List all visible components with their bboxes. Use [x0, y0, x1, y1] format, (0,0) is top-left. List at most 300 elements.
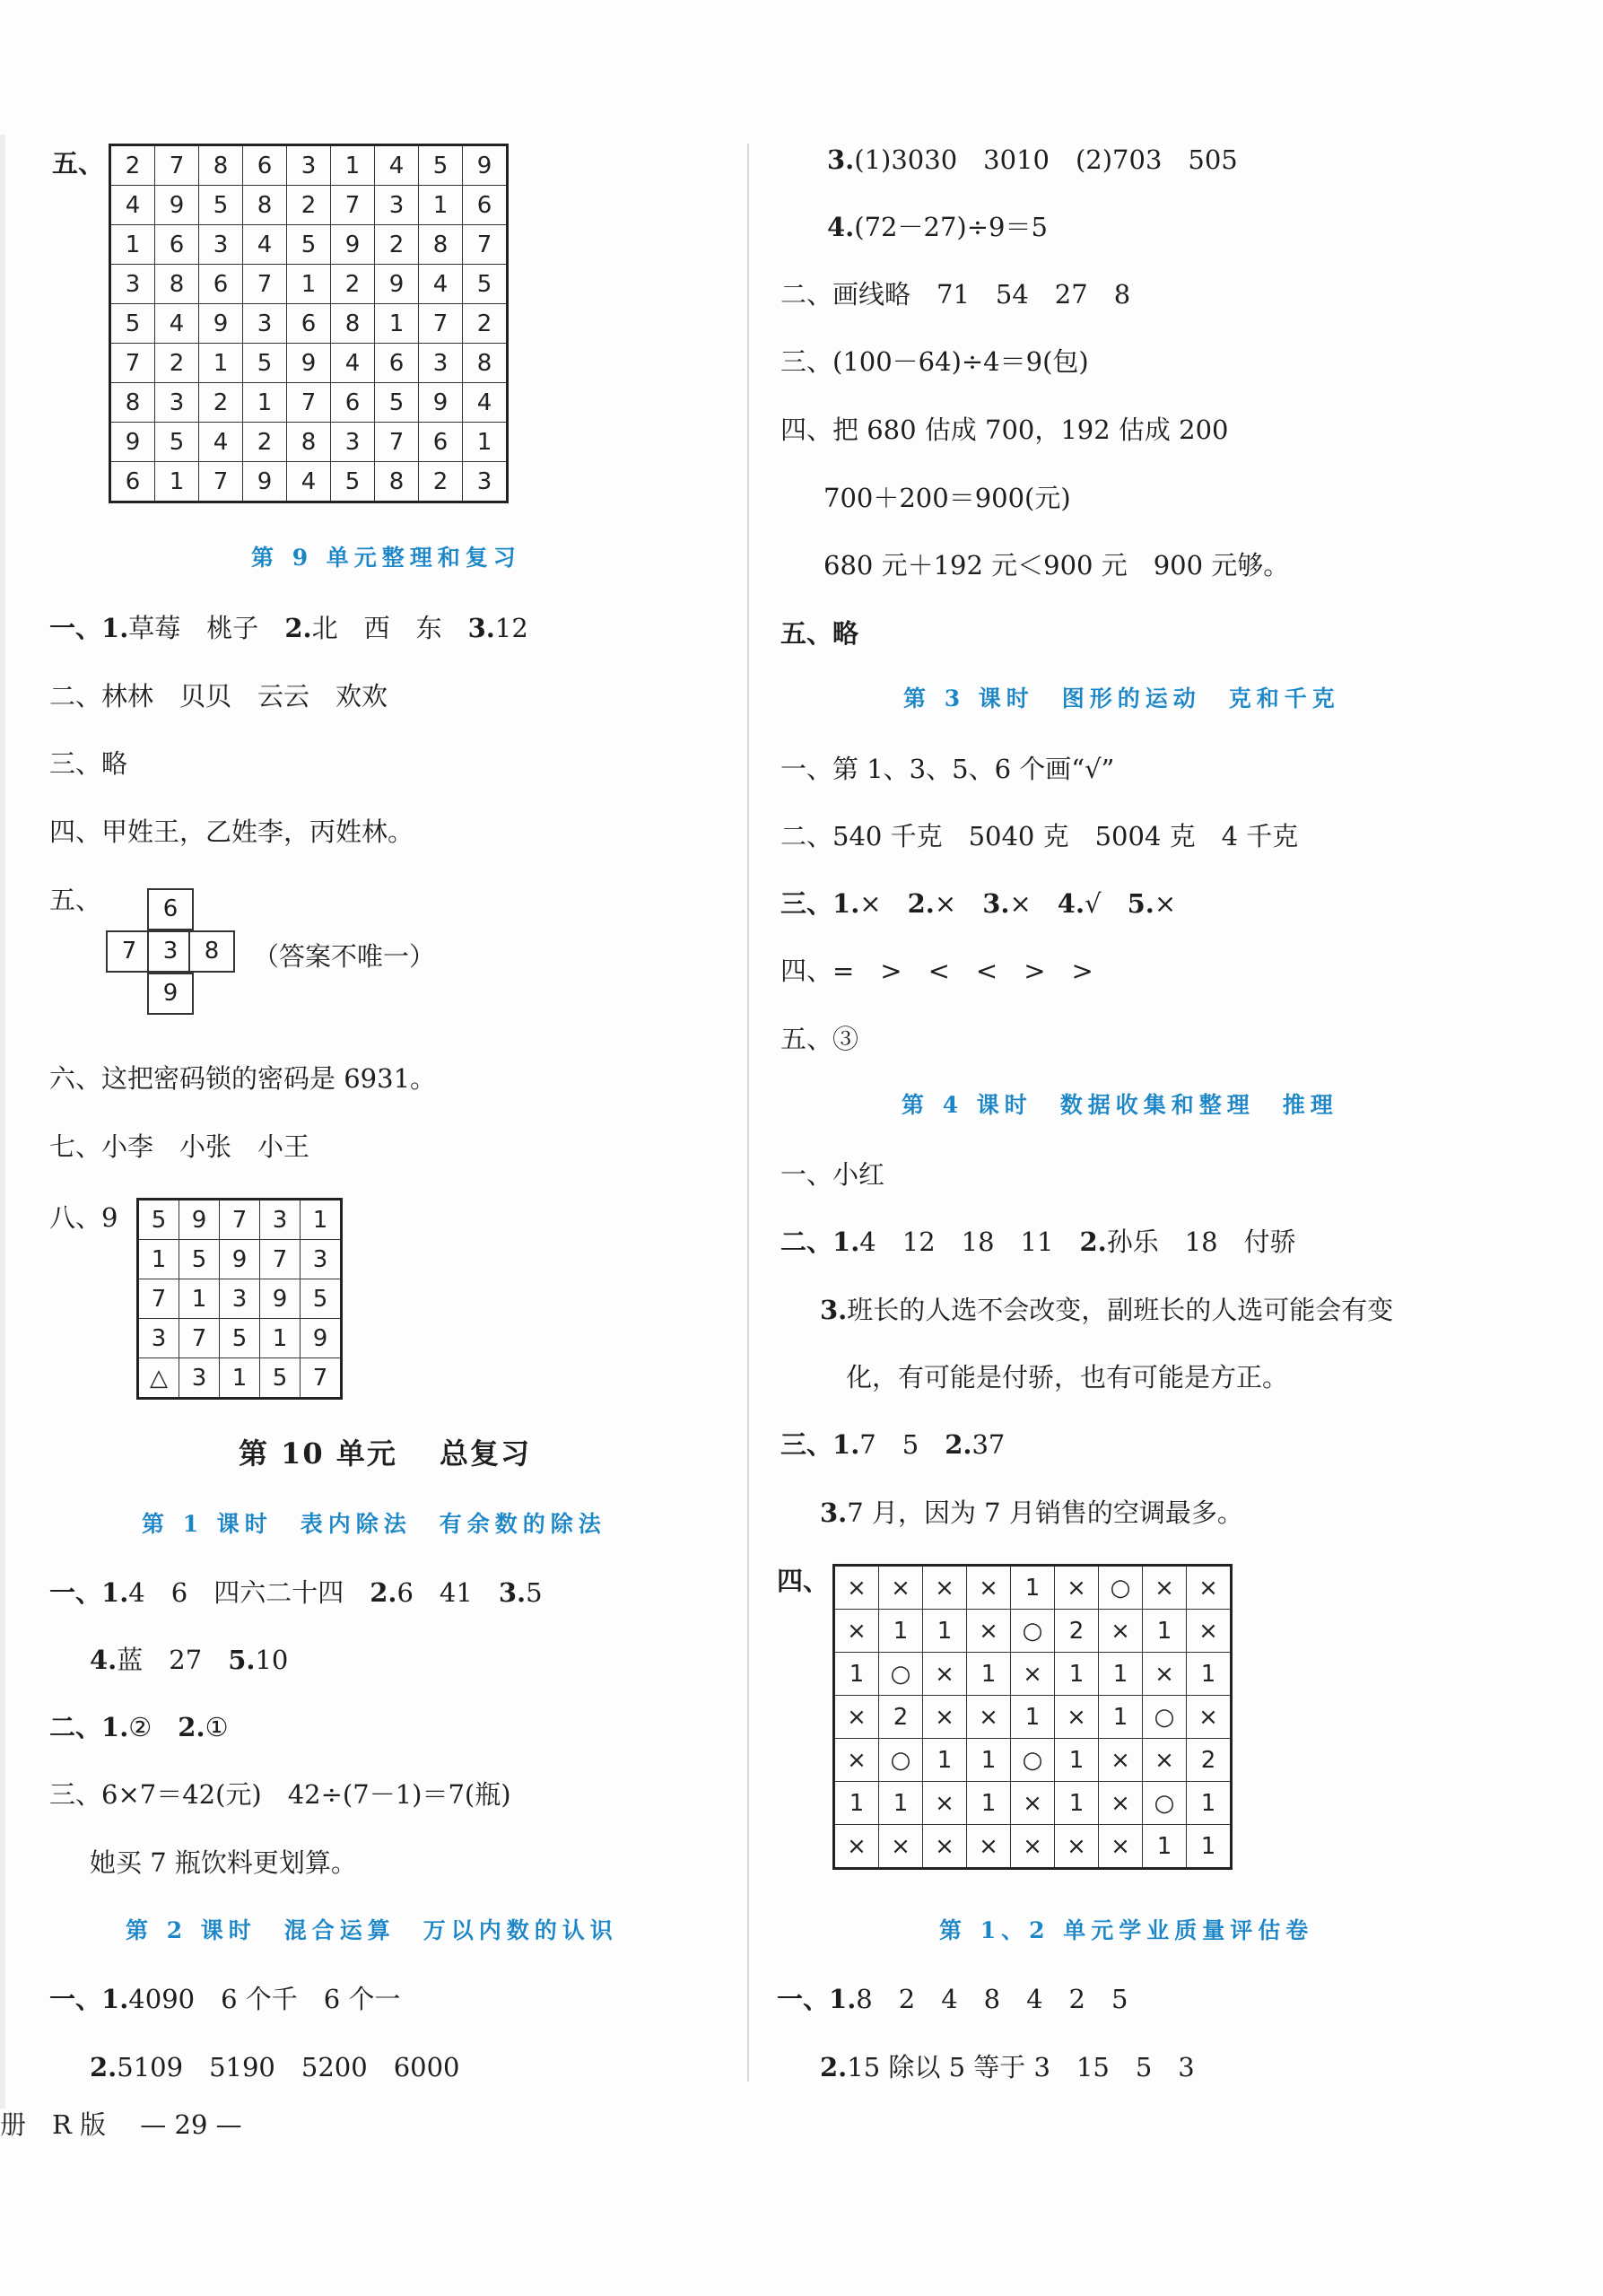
grid-cell: × — [834, 1696, 879, 1739]
grid-cell: 1 — [1011, 1696, 1055, 1739]
column-divider — [747, 144, 749, 2082]
grid-cell: × — [1011, 1653, 1055, 1696]
grid-cell: 9 — [419, 383, 463, 423]
answer-text: 5 — [526, 1577, 543, 1608]
sub-number: 1. — [832, 888, 860, 919]
grid-cell: 3 — [375, 186, 419, 225]
grid-row — [834, 1825, 1232, 1869]
number-grid-8 — [136, 1198, 343, 1400]
grid-cell: 8 — [375, 462, 419, 502]
grid-cell: 1 — [179, 1279, 220, 1319]
grid-cell: 9 — [301, 1319, 342, 1358]
r-line-4: 三、(100－64)÷4＝9(包) — [780, 346, 1089, 377]
answer-text: × — [1154, 888, 1177, 919]
cross-bottom: 9 — [147, 973, 194, 1015]
item-number: 三、 — [780, 1429, 833, 1460]
grid-cell: 2 — [1187, 1739, 1232, 1782]
l1-line-2 — [90, 1642, 288, 1678]
answer-text: 8 2 4 8 4 2 5 — [856, 1984, 1128, 2014]
r-line-19 — [820, 1495, 1243, 1531]
grid-cell: 1 — [1011, 1566, 1055, 1610]
grid-cell: 9 — [220, 1240, 260, 1279]
grid-cell: 7 — [419, 304, 463, 344]
grid-cell: × — [967, 1610, 1011, 1653]
answer-text: (1)3030 3010 (2)703 505 — [854, 144, 1238, 175]
grid-cell: 6 — [110, 462, 155, 502]
sub-number: 2. — [284, 613, 312, 643]
grid-cell: 1 — [1055, 1653, 1099, 1696]
grid-cell: 3 — [463, 462, 508, 502]
grid-cell: 1 — [879, 1782, 923, 1825]
grid-cell: 6 — [243, 145, 287, 186]
grid-cell: 1 — [1143, 1825, 1187, 1869]
grid-row — [110, 304, 508, 344]
grid-cell: ○ — [879, 1739, 923, 1782]
grid-cell: 4 — [199, 423, 243, 462]
grid-cell: 6 — [375, 344, 419, 383]
r-line-11 — [780, 886, 1176, 921]
grid-cell: 5 — [375, 383, 419, 423]
grid-cell: 1 — [463, 423, 508, 462]
grid-cell: × — [834, 1566, 879, 1610]
grid-cell: 3 — [419, 344, 463, 383]
grid-row — [138, 1358, 342, 1399]
answer-text: 7 月，因为 7 月销售的空调最多。 — [847, 1497, 1243, 1528]
grid-cell: 6 — [155, 225, 199, 265]
grid-cell: 9 — [110, 423, 155, 462]
grid-cell: × — [967, 1566, 1011, 1610]
grid-cell: × — [879, 1825, 923, 1869]
answer-text: 37 — [971, 1429, 1006, 1460]
grid-row — [834, 1696, 1232, 1739]
grid-cell: 3 — [110, 265, 155, 304]
grid-cell: 3 — [220, 1279, 260, 1319]
grid-cell: × — [1143, 1739, 1187, 1782]
lesson3-heading: 第 3 课时 图形的运动 克和千克 — [903, 685, 1340, 711]
grid-row — [834, 1610, 1232, 1653]
grid-cell: 2 — [110, 145, 155, 186]
grid-cell: 1 — [1099, 1696, 1143, 1739]
grid-cell: × — [1055, 1696, 1099, 1739]
sub-number: 2. — [907, 888, 935, 919]
grid-cell: 1 — [419, 186, 463, 225]
l1-line-4: 三、6×7＝42(元) 42÷(7－1)＝7(瓶) — [49, 1779, 511, 1810]
grid-cell: 1 — [1099, 1653, 1143, 1696]
grid-cell: 8 — [243, 186, 287, 225]
l2-line-1 — [49, 1981, 400, 2017]
sub-number: 3. — [982, 888, 1010, 919]
grid-row — [138, 1240, 342, 1279]
grid-cell: 4 — [463, 383, 508, 423]
item-number: 一、 — [49, 613, 102, 643]
grid-cell: 8 — [331, 304, 375, 344]
sub-number: 3. — [827, 144, 855, 175]
grid-cell: × — [1187, 1566, 1232, 1610]
sub-number: 5. — [1127, 888, 1154, 919]
grid-cell: 3 — [243, 304, 287, 344]
sub-number: 4. — [827, 212, 855, 242]
sub-number: 1. — [832, 1429, 860, 1460]
grid-cell: 1 — [1055, 1739, 1099, 1782]
grid-cell: × — [923, 1696, 967, 1739]
grid-cell: 9 — [463, 145, 508, 186]
grid-cell: × — [1099, 1739, 1143, 1782]
grid-cell: 3 — [301, 1240, 342, 1279]
grid-cell: ○ — [1143, 1696, 1187, 1739]
grid-cell: 8 — [419, 225, 463, 265]
sub-number: 5. — [228, 1645, 256, 1675]
r-line-1 — [827, 142, 1238, 178]
grid-cell: 5 — [199, 186, 243, 225]
grid-cell: 6 — [331, 383, 375, 423]
grid-cell: 5 — [331, 462, 375, 502]
grid-cell: × — [1055, 1825, 1099, 1869]
answer-text: √ — [1085, 888, 1128, 919]
cross-left: 7 — [106, 930, 152, 973]
grid-row — [110, 383, 508, 423]
grid-cell: 2 — [155, 344, 199, 383]
cross-right: 8 — [188, 930, 235, 973]
lesson1-heading: 第 1 课时 表内除法 有余数的除法 — [142, 1511, 606, 1537]
lesson2-heading: 第 2 课时 混合运算 万以内数的认识 — [126, 1917, 618, 1943]
answer-text: 5109 5190 5200 6000 — [117, 2052, 460, 2082]
answer-text: 15 除以 5 等于 3 15 5 3 — [847, 2052, 1195, 2082]
grid-cell: 9 — [243, 462, 287, 502]
grid-cell: 5 — [155, 423, 199, 462]
grid-cell: × — [1143, 1566, 1187, 1610]
grid-cell: ○ — [1011, 1739, 1055, 1782]
grid-cell: 1 — [287, 265, 331, 304]
grid-row — [138, 1200, 342, 1240]
cross-center: 3 — [147, 930, 194, 973]
r-line-3: 二、画线略 71 54 27 8 — [780, 279, 1131, 310]
answer-text: 4 12 18 11 — [859, 1227, 1080, 1257]
grid-cell: × — [967, 1825, 1011, 1869]
grid-cell: 2 — [199, 383, 243, 423]
grid-cell: 2 — [879, 1696, 923, 1739]
grid-cell: × — [1187, 1610, 1232, 1653]
grid-cell: × — [1011, 1825, 1055, 1869]
grid-cell: 7 — [243, 265, 287, 304]
grid-cell: 1 — [331, 145, 375, 186]
grid-row — [110, 186, 508, 225]
grid-cell: 9 — [179, 1200, 220, 1240]
r-line-13: 五、③ — [780, 1024, 859, 1054]
grid-cell: × — [1099, 1782, 1143, 1825]
grid-row — [138, 1279, 342, 1319]
answer-text: ② — [128, 1712, 179, 1742]
sub-number: 2. — [1079, 1227, 1107, 1257]
grid-cell: 1 — [138, 1240, 179, 1279]
grid-row — [834, 1739, 1232, 1782]
grid-row — [138, 1319, 342, 1358]
sub-number: 2. — [945, 1429, 972, 1460]
grid-cell: △ — [138, 1358, 179, 1399]
grid-row — [834, 1782, 1232, 1825]
u9-line-5: 五、 — [49, 885, 102, 915]
grid-cell: 5 — [179, 1240, 220, 1279]
sub-number: 1. — [101, 1577, 129, 1608]
grid-row — [110, 265, 508, 304]
answer-text: × — [1009, 888, 1058, 919]
grid-cell: 8 — [199, 145, 243, 186]
r-line-15 — [780, 1224, 1296, 1260]
r-line-5: 四、把 680 估成 700，192 估成 200 — [780, 415, 1229, 445]
grid-cell: 3 — [138, 1319, 179, 1358]
grid-cell: 1 — [1143, 1610, 1187, 1653]
grid-cell: 4 — [331, 344, 375, 383]
answer-text: 4 6 四六二十四 — [128, 1577, 370, 1608]
item-number: 二、 — [780, 1227, 833, 1257]
grid-cell: × — [1011, 1782, 1055, 1825]
grid-cell: 1 — [834, 1653, 879, 1696]
grid-cell: × — [923, 1782, 967, 1825]
grid-cell: 2 — [419, 462, 463, 502]
grid-cell: 5 — [138, 1200, 179, 1240]
r-line-17: 化，有可能是付骄，也有可能是方正。 — [846, 1362, 1289, 1392]
grid-cell: 4 — [287, 462, 331, 502]
cross-top: 6 — [147, 888, 194, 930]
grid-cell: 5 — [301, 1279, 342, 1319]
grid-cell: 3 — [331, 423, 375, 462]
answer-text: 草莓 桃子 — [128, 613, 285, 643]
sudoku-grid — [109, 144, 509, 503]
grid-row — [834, 1566, 1232, 1610]
grid-cell: 9 — [260, 1279, 301, 1319]
grid-cell: 2 — [331, 265, 375, 304]
grid-cell: 5 — [110, 304, 155, 344]
grid-cell: 4 — [155, 304, 199, 344]
grid-cell: 1 — [199, 344, 243, 383]
item-number: 三、 — [780, 888, 833, 919]
grid-cell: × — [923, 1825, 967, 1869]
l1-line-3 — [49, 1709, 229, 1745]
answer-text: 蓝 27 — [117, 1645, 229, 1675]
grid-cell: 6 — [287, 304, 331, 344]
grid-cell: 1 — [834, 1782, 879, 1825]
sub-number: 1. — [832, 1227, 860, 1257]
r-line-10: 二、540 千克 5040 克 5004 克 4 千克 — [780, 821, 1299, 851]
grid-cell: 1 — [923, 1739, 967, 1782]
grid-cell: 9 — [287, 344, 331, 383]
u9-line-1 — [49, 610, 528, 646]
grid-cell: 3 — [287, 145, 331, 186]
grid-cell: 1 — [110, 225, 155, 265]
answer-text: 7 5 — [859, 1429, 945, 1460]
grid-cell: ○ — [1099, 1566, 1143, 1610]
grid-cell: 5 — [287, 225, 331, 265]
grid-cell: ○ — [1011, 1610, 1055, 1653]
r-line-2 — [827, 209, 1048, 245]
grid-cell: 1 — [879, 1610, 923, 1653]
sub-number: 4. — [90, 1645, 118, 1675]
grid-cell: × — [834, 1610, 879, 1653]
answer-text: 北 西 东 — [311, 613, 468, 643]
u9-line-7: 七、小李 小张 小王 — [49, 1131, 310, 1162]
item-number: 一、 — [777, 1984, 830, 2014]
grid-cell: × — [1143, 1653, 1187, 1696]
grid-cell: × — [1099, 1610, 1143, 1653]
grid-cell: 3 — [179, 1358, 220, 1399]
answer-text: 10 — [255, 1645, 289, 1675]
grid-cell: × — [967, 1696, 1011, 1739]
answer-text: (72－27)÷9＝5 — [854, 212, 1048, 242]
r-line-12: 四、= > < < > > — [780, 956, 1093, 986]
number-grid-4 — [832, 1564, 1233, 1870]
r-line-14: 一、小红 — [780, 1159, 885, 1190]
sub-number: 2. — [370, 1577, 397, 1608]
grid-cell: 6 — [419, 423, 463, 462]
grid-cell: 8 — [287, 423, 331, 462]
sub-number: 1. — [101, 613, 129, 643]
grid-cell: 7 — [199, 462, 243, 502]
r-line-20: 四、 — [777, 1566, 830, 1596]
sub-number: 3. — [820, 1497, 848, 1528]
grid-cell: 1 — [967, 1653, 1011, 1696]
u9-line-3: 三、略 — [49, 748, 128, 779]
grid-cell: 1 — [967, 1739, 1011, 1782]
grid-row — [110, 145, 508, 186]
grid-cell: 3 — [199, 225, 243, 265]
grid-cell: 5 — [260, 1358, 301, 1399]
grid-cell: 7 — [301, 1358, 342, 1399]
r-line-8: 五、略 — [780, 618, 859, 649]
r-line-21 — [777, 1981, 1128, 2017]
l1-line-1 — [49, 1575, 543, 1611]
sudoku-label: 五、 — [52, 148, 105, 179]
grid-cell: 3 — [155, 383, 199, 423]
grid-cell: 2 — [375, 225, 419, 265]
answer-text: 班长的人选不会改变，副班长的人选可能会有变 — [847, 1295, 1394, 1325]
r-line-7: 680 元＋192 元＜900 元 900 元够。 — [823, 550, 1290, 581]
sub-number: 2. — [820, 2052, 848, 2082]
grid-cell: 1 — [243, 383, 287, 423]
u9-line-2: 二、林林 贝贝 云云 欢欢 — [49, 681, 388, 711]
grid-cell: 7 — [155, 145, 199, 186]
answer-text: 6 41 — [396, 1577, 499, 1608]
grid-cell: × — [879, 1566, 923, 1610]
r-line-16 — [820, 1292, 1393, 1328]
grid-cell: 1 — [923, 1610, 967, 1653]
grid-cell: × — [834, 1739, 879, 1782]
grid-cell: × — [1055, 1566, 1099, 1610]
grid-cell: 5 — [243, 344, 287, 383]
sub-number: 3. — [820, 1295, 848, 1325]
sub-number: 1. — [829, 1984, 857, 2014]
answer-text: 12 — [494, 613, 528, 643]
grid-cell: 1 — [1055, 1782, 1099, 1825]
grid-cell: 2 — [1055, 1610, 1099, 1653]
grid-row — [110, 423, 508, 462]
grid-cell: 4 — [243, 225, 287, 265]
grid-cell: 4 — [110, 186, 155, 225]
grid-cell: 7 — [331, 186, 375, 225]
grid-cell: 1 — [220, 1358, 260, 1399]
answer-text: × — [934, 888, 983, 919]
grid-cell: × — [1099, 1825, 1143, 1869]
answer-text: 4090 6 个千 6 个一 — [128, 1984, 401, 2014]
grid-cell: 7 — [110, 344, 155, 383]
r-line-22 — [820, 2049, 1195, 2085]
grid-cell: 1 — [301, 1200, 342, 1240]
answer-text: 孙乐 18 付骄 — [1106, 1227, 1296, 1257]
grid-cell: 7 — [463, 225, 508, 265]
grid-row — [110, 462, 508, 502]
lesson4-heading: 第 4 课时 数据收集和整理 推理 — [902, 1092, 1338, 1118]
grid-cell: 1 — [375, 304, 419, 344]
grid-cell: × — [923, 1653, 967, 1696]
r-line-18 — [780, 1427, 1005, 1462]
grid-cell: 9 — [155, 186, 199, 225]
sub-number: 1. — [101, 1984, 129, 2014]
page-footer: 册 R 版 — 29 — — [0, 2109, 242, 2140]
grid-cell: 8 — [155, 265, 199, 304]
grid-cell: 1 — [1187, 1825, 1232, 1869]
grid-cell: 9 — [375, 265, 419, 304]
r-line-6: 700＋200＝900(元) — [823, 483, 1071, 513]
sub-number: 2. — [178, 1712, 205, 1742]
grid-cell: 8 — [463, 344, 508, 383]
grid-cell: 5 — [419, 145, 463, 186]
grid-cell: 4 — [419, 265, 463, 304]
item-number: 一、 — [49, 1577, 102, 1608]
grid-cell: 3 — [260, 1200, 301, 1240]
grid-cell: 7 — [179, 1319, 220, 1358]
sub-number: 1. — [101, 1712, 129, 1742]
grid-cell: × — [1187, 1696, 1232, 1739]
grid-cell: 1 — [967, 1782, 1011, 1825]
r-line-9: 一、第 1、3、5、6 个画“√” — [780, 754, 1115, 784]
grid-cell: 1 — [260, 1319, 301, 1358]
u9-line-8: 八、9 — [49, 1202, 118, 1233]
answer-text: × — [859, 888, 908, 919]
grid-cell: 5 — [463, 265, 508, 304]
grid-cell: 5 — [220, 1319, 260, 1358]
grid-cell: 7 — [260, 1240, 301, 1279]
sub-number: 3. — [498, 1577, 527, 1608]
u9-line-6: 六、这把密码锁的密码是 6931。 — [49, 1063, 437, 1094]
answer-text: ① — [205, 1712, 229, 1742]
item-number: 一、 — [49, 1984, 102, 2014]
grid-cell: 2 — [287, 186, 331, 225]
grid-cell: ○ — [879, 1653, 923, 1696]
grid-cell: ○ — [1143, 1782, 1187, 1825]
l2-line-2 — [90, 2049, 460, 2085]
grid-cell: × — [923, 1566, 967, 1610]
unit10-heading: 第 10 单元 总复习 — [239, 1436, 531, 1471]
item-number: 二、 — [49, 1712, 102, 1742]
sub-number: 2. — [90, 2052, 118, 2082]
grid-cell: 4 — [375, 145, 419, 186]
unit9-heading: 第 9 单元整理和复习 — [251, 545, 521, 571]
grid-cell: 7 — [375, 423, 419, 462]
cross-note: （答案不唯一） — [253, 941, 436, 972]
grid-cell: 6 — [199, 265, 243, 304]
grid-cell: 1 — [1187, 1653, 1232, 1696]
grid-row — [110, 344, 508, 383]
grid-cell: 7 — [220, 1200, 260, 1240]
grid-cell: 7 — [138, 1279, 179, 1319]
grid-cell: 8 — [110, 383, 155, 423]
grid-cell: 7 — [287, 383, 331, 423]
sub-number: 3. — [467, 613, 495, 643]
eval-heading: 第 1、2 单元学业质量评估卷 — [939, 1917, 1314, 1943]
grid-cell: 2 — [243, 423, 287, 462]
grid-cell: 2 — [463, 304, 508, 344]
grid-row — [110, 225, 508, 265]
grid-cell: 9 — [199, 304, 243, 344]
l1-line-5: 她买 7 瓶饮料更划算。 — [90, 1847, 357, 1878]
